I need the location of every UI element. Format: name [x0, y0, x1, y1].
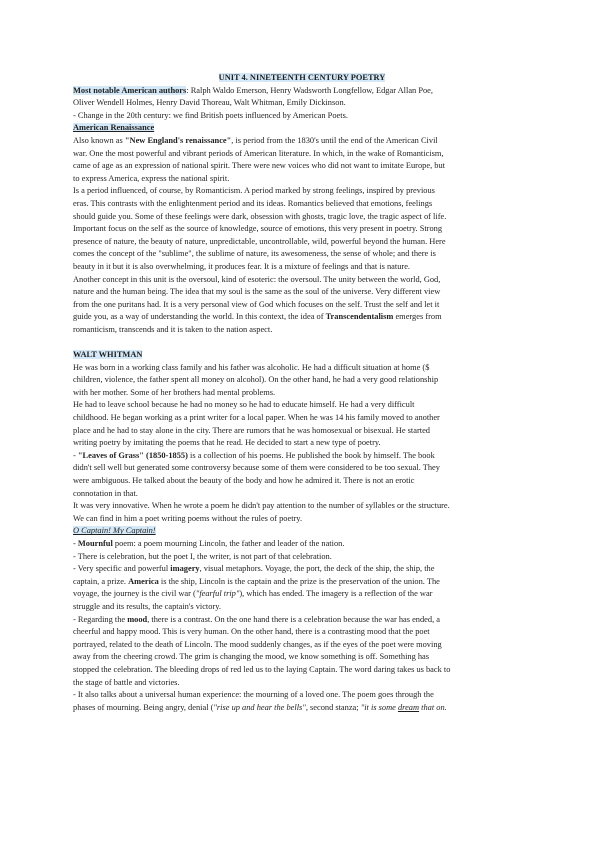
paragraph-line: Important focus on the self as the source of knowledge, source of emotions, this very present in poetry. Strong — [73, 224, 443, 234]
authors-note: - Change in the 20th century: we find British poets influenced by American Poets. — [73, 110, 348, 120]
paragraph-line: Another concept in this unit is the oversoul, kind of esoteric: the oversoul. The unity between the world, God, — [73, 274, 441, 284]
paragraph-line: came of age as an expression of national spirit. There were new voices who did not want to imitate Europe, but — [73, 161, 445, 171]
paragraph-line: presence of nature, the beauty of nature, unpredictable, uncontrollable, wild, powerful beyond the human. Here — [73, 236, 446, 246]
authors-line: Oliver Wendell Holmes, Henry David Thoreau, Walt Whitman, Emily Dickinson. — [73, 98, 346, 108]
paragraph-line: - "Leaves of Grass" (1850-1855) is a collection of his poems. He published the book by himself. The book — [73, 450, 435, 460]
paragraph-line: - Very specific and powerful imagery, visual metaphors. Voyage, the port, the deck of the ship, the ship, the — [73, 564, 435, 574]
paragraph-line: were ambiguous. He talked about the beauty of the body and how he admired it. There is not an erotic — [73, 476, 415, 485]
paragraph-line: portrayed, related to the death of Lincoln. The mood suddenly changes, as if the eyes of the poet were moving — [73, 639, 442, 649]
paragraph-line: away from the cheering crowd. The grim is changing the mood, we know something is off. Something has — [73, 652, 430, 662]
paragraph-line: He was born in a working class family and his father was alcoholic. He had a difficult situation at home ($ — [73, 362, 430, 372]
paragraph-line: stopped the celebration. The bleeding drops of red led us to the laying Captain. The word daring takes us back to — [73, 664, 451, 674]
paragraph-line: Is a period influenced, of course, by Romanticism. A period marked by strong feelings, inspired by previous — [73, 186, 435, 196]
paragraph-line: He had to leave school because he had no money so he had to educate himself. He had a very difficult — [73, 400, 415, 410]
paragraph-line: We can find in him a poet writing poems without the rules of poetry. — [73, 513, 303, 523]
paragraph-line: beauty in it but it is also overwhelming, it produces fear. It is a mixture of feelings and that is nature. — [73, 261, 411, 271]
paragraph-line: to express America, express the national spirit. — [73, 173, 230, 183]
whitman-body — [73, 362, 531, 450]
document-page — [73, 72, 531, 714]
paragraph-line: romanticism, transcends and it is taken to the nation aspect. — [73, 324, 273, 334]
paragraph-line: - Mournful poem: a poem mourning Lincoln, the father and leader of the nation. — [73, 538, 345, 548]
paragraph-line: should guide you. Some of these feelings were dark, obsession with ghosts, tragic love, the tragic aspect of life. — [73, 211, 447, 221]
paragraph-line: captain, a prize. America is the ship, Lincoln is the captain and the prize is the preservation of the union. The — [73, 576, 440, 586]
paragraph-line: place and he had to stay alone in the city. There are rumors that he was homosexual or bisexual. He started — [73, 425, 430, 435]
paragraph-line: - Regarding the mood, there is a contrast. On the one hand there is a celebration because the war has ended, a — [73, 614, 440, 624]
paragraph-line: - There is celebration, but the poet I, the writer, is not part of that celebration. — [73, 551, 332, 561]
paragraph-line: didn't sell well but generated some controversy because some of them were considered to be too sexual. They — [73, 463, 440, 473]
paragraph-line: children, violence, the father spent all money on alcohol). On the other hand, he had a very good relationship — [73, 375, 439, 385]
paragraph-line: guide you, as a way of understanding the world. In this context, the idea of Transcendentalism emerges from — [73, 312, 442, 322]
authors-label: Most notable American authors — [73, 85, 187, 95]
paragraph-line: comes the concept of the "sublime", the sublime of nature, its awesomeness, the sense of whole; and there is — [73, 249, 436, 259]
paragraph-line: with her mother. Some of her brothers had mental problems. — [73, 387, 276, 397]
paragraph-line: nature and the human being. The idea that my soul is the same as the soul of the universe. Very different view — [73, 287, 441, 297]
paragraph-line: connotation in that. — [73, 488, 138, 498]
authors-line: Most notable American authors: Ralph Waldo Emerson, Henry Wadsworth Longfellow, Edgar Allan Poe, — [73, 85, 433, 95]
paragraph-line: voyage, the journey is the civil war ("fearful trip"), which has ended. The imagery is a reflection of the war — [73, 589, 433, 599]
paragraph-line: writing poetry by imitating the poems that he read. He decided to start a new type of poetry. — [73, 438, 381, 448]
paragraph-line: war. One the most powerful and vibrant periods of American literature. In which, in the wake of Romanticism, — [73, 148, 444, 158]
paragraph-line: phases of mourning. Being angry, denial ("rise up and hear the bells", second stanza; "it is some dream that on. — [73, 702, 447, 712]
paragraph-line: Also known as "New England's renaissance", is period from the 1830's until the end of the American Civil — [73, 135, 438, 145]
whitman-body-3 — [73, 626, 531, 702]
paragraph-line: childhood. He began working as a print writer for a local paper. When he was 14 his family moved to another — [73, 413, 440, 423]
paragraph-line: the stage of battle and victories. — [73, 677, 180, 687]
paragraph-line: cheerful and happy mood. This is very human. On the other hand, there is a contrasting mood that the poet — [73, 627, 430, 637]
section-heading: WALT WHITMAN — [73, 350, 143, 360]
section-heading: American Renaissance — [73, 123, 155, 133]
paragraph-line: It was very innovative. When he wrote a poem he didn't pay attention to the number of syllables or the structure. — [73, 501, 450, 511]
paragraph-line: eras. This contrasts with the enlightenment period and its ideas. Romantics believed that emotions, feelings — [73, 198, 433, 208]
poem-title: O Captain! My Captain! — [73, 526, 156, 536]
paragraph-line: from the one puritans had. It is a very personal view of God which focuses on the self. Trust the self and let it — [73, 299, 440, 309]
renaissance-body — [73, 148, 531, 312]
paragraph-line: struggle and its results, the captain's victory. — [73, 601, 221, 611]
whitman-body-2 — [73, 462, 531, 525]
page-title: UNIT 4. NINETEENTH CENTURY POETRY — [218, 73, 386, 82]
paragraph-line: - It also talks about a universal human experience: the mourning of a loved one. The poem goes through the — [73, 690, 434, 700]
